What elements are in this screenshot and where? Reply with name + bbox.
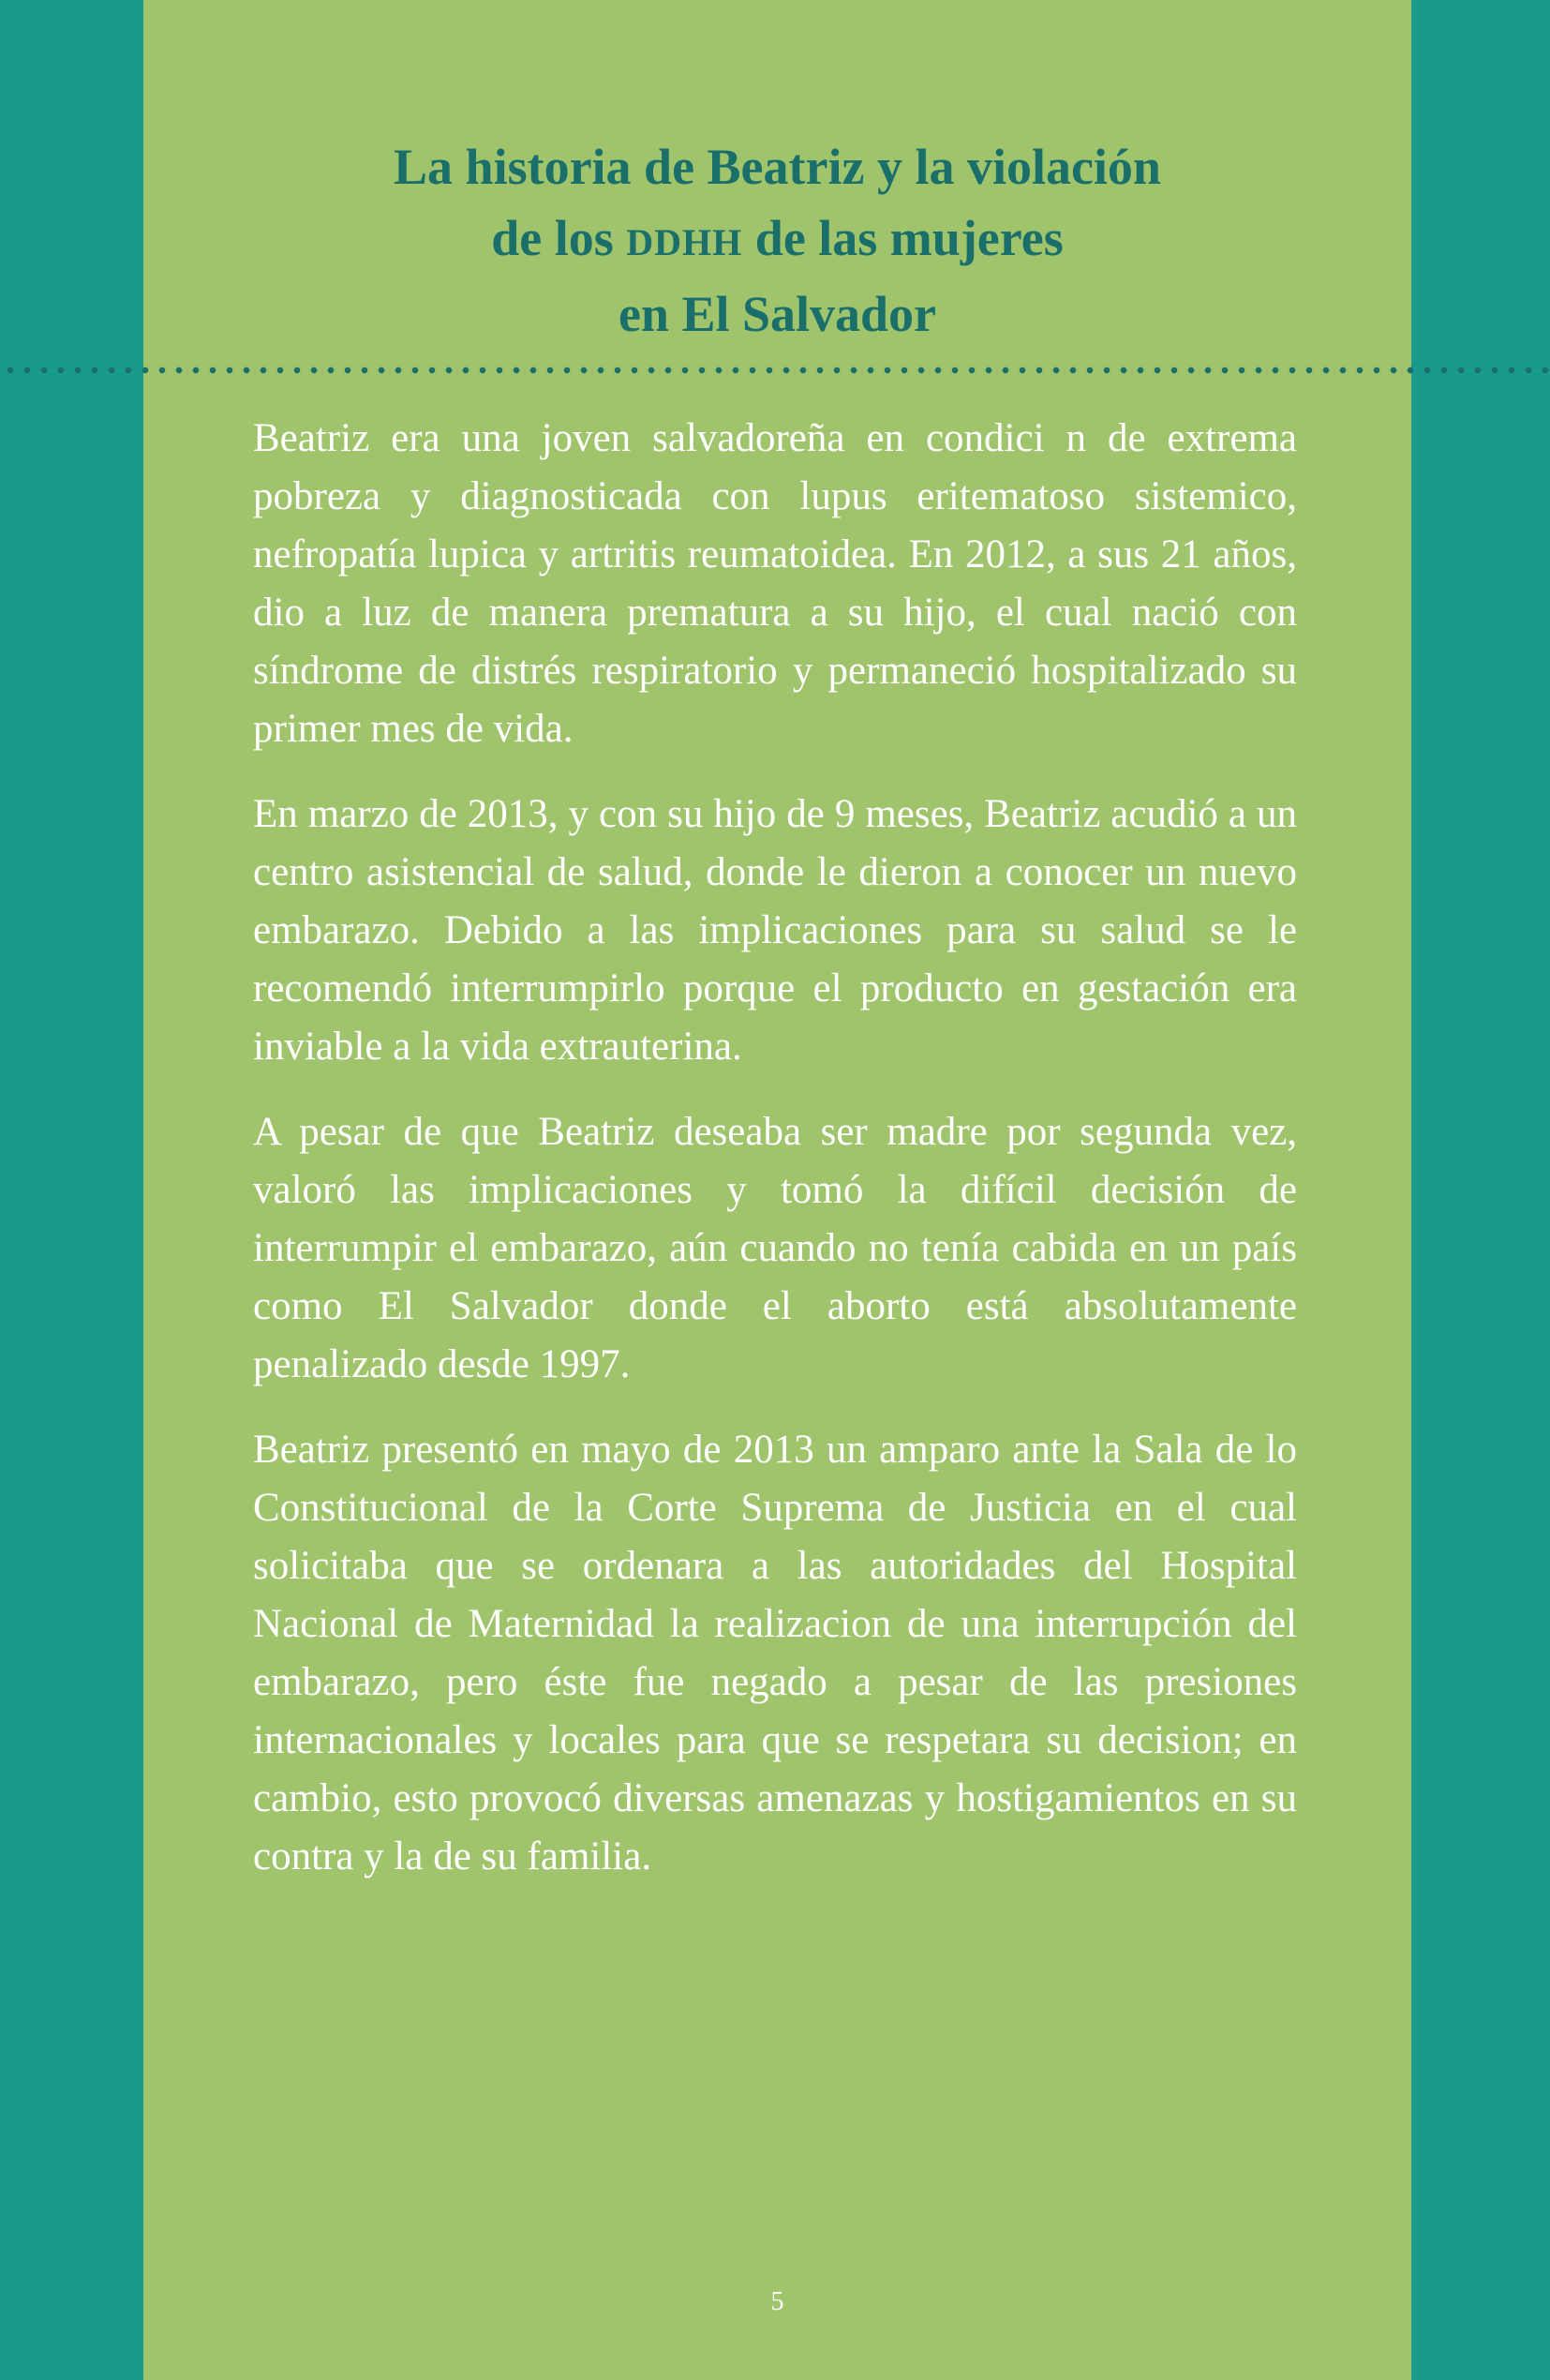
paragraph-4: Beatriz presentó en mayo de 2013 un amparo ante la Sala de lo Constitucional de la Corte Suprema de Justicia en el cual solicitaba que se ordenara a las autoridades del Hospital Nacional de Maternidad la realizacion de una interrupción del embarazo, pero éste fue negado a pesar de las presiones internacionales y locales para que se respetara su decision; en cambio, esto provocó diversas amenazas y hostigamientos en su contra y la de su familia. [253,1428,1297,1879]
title-abbreviation-ddhh: DDHH [626,221,743,263]
article-body [253,410,1297,1913]
title-line-2-prefix: de los [491,210,627,266]
paragraph-2: En marzo de 2013, y con su hijo de 9 meses, Beatriz acudió a un centro asistencial de salud, donde le dieron a conocer un nuevo embarazo. Debido a las implicaciones para su salud se le recomendó interrumpirlo porque el producto en gestación era inviable a la vida extrauterina. [253,792,1297,1069]
title-line-3: en El Salvador [618,286,937,342]
paragraph-3: A pesar de que Beatriz deseaba ser madre por segunda vez, valoró las implicaciones y tomó la difícil decisión de interrumpir el embarazo, aún cuando no tenía cabida en un país como El Salvador donde el aborto está absolutamente penalizado desde 1997. [253,1110,1297,1386]
title-line-2-suffix: de las mujeres [742,210,1064,266]
page-number: 5 [770,2287,784,2316]
dotted-divider [0,367,1550,374]
title-line-2 [143,202,1411,278]
paragraph-1: Beatriz era una joven salvadoreña en condici n de extrema pobreza y diagnosticada con lupus eritematoso sistemico, nefropatía lupica y artritis reumatoidea. En 2012, a sus 21 años, dio a luz de manera prematura a su hijo, el cual nació con síndrome de distrés respiratorio y permaneció hospitalizado su primer mes de vida. [253,416,1297,751]
title-line-1: La historia de Beatriz y la violación [394,139,1161,195]
page-title [143,131,1411,350]
